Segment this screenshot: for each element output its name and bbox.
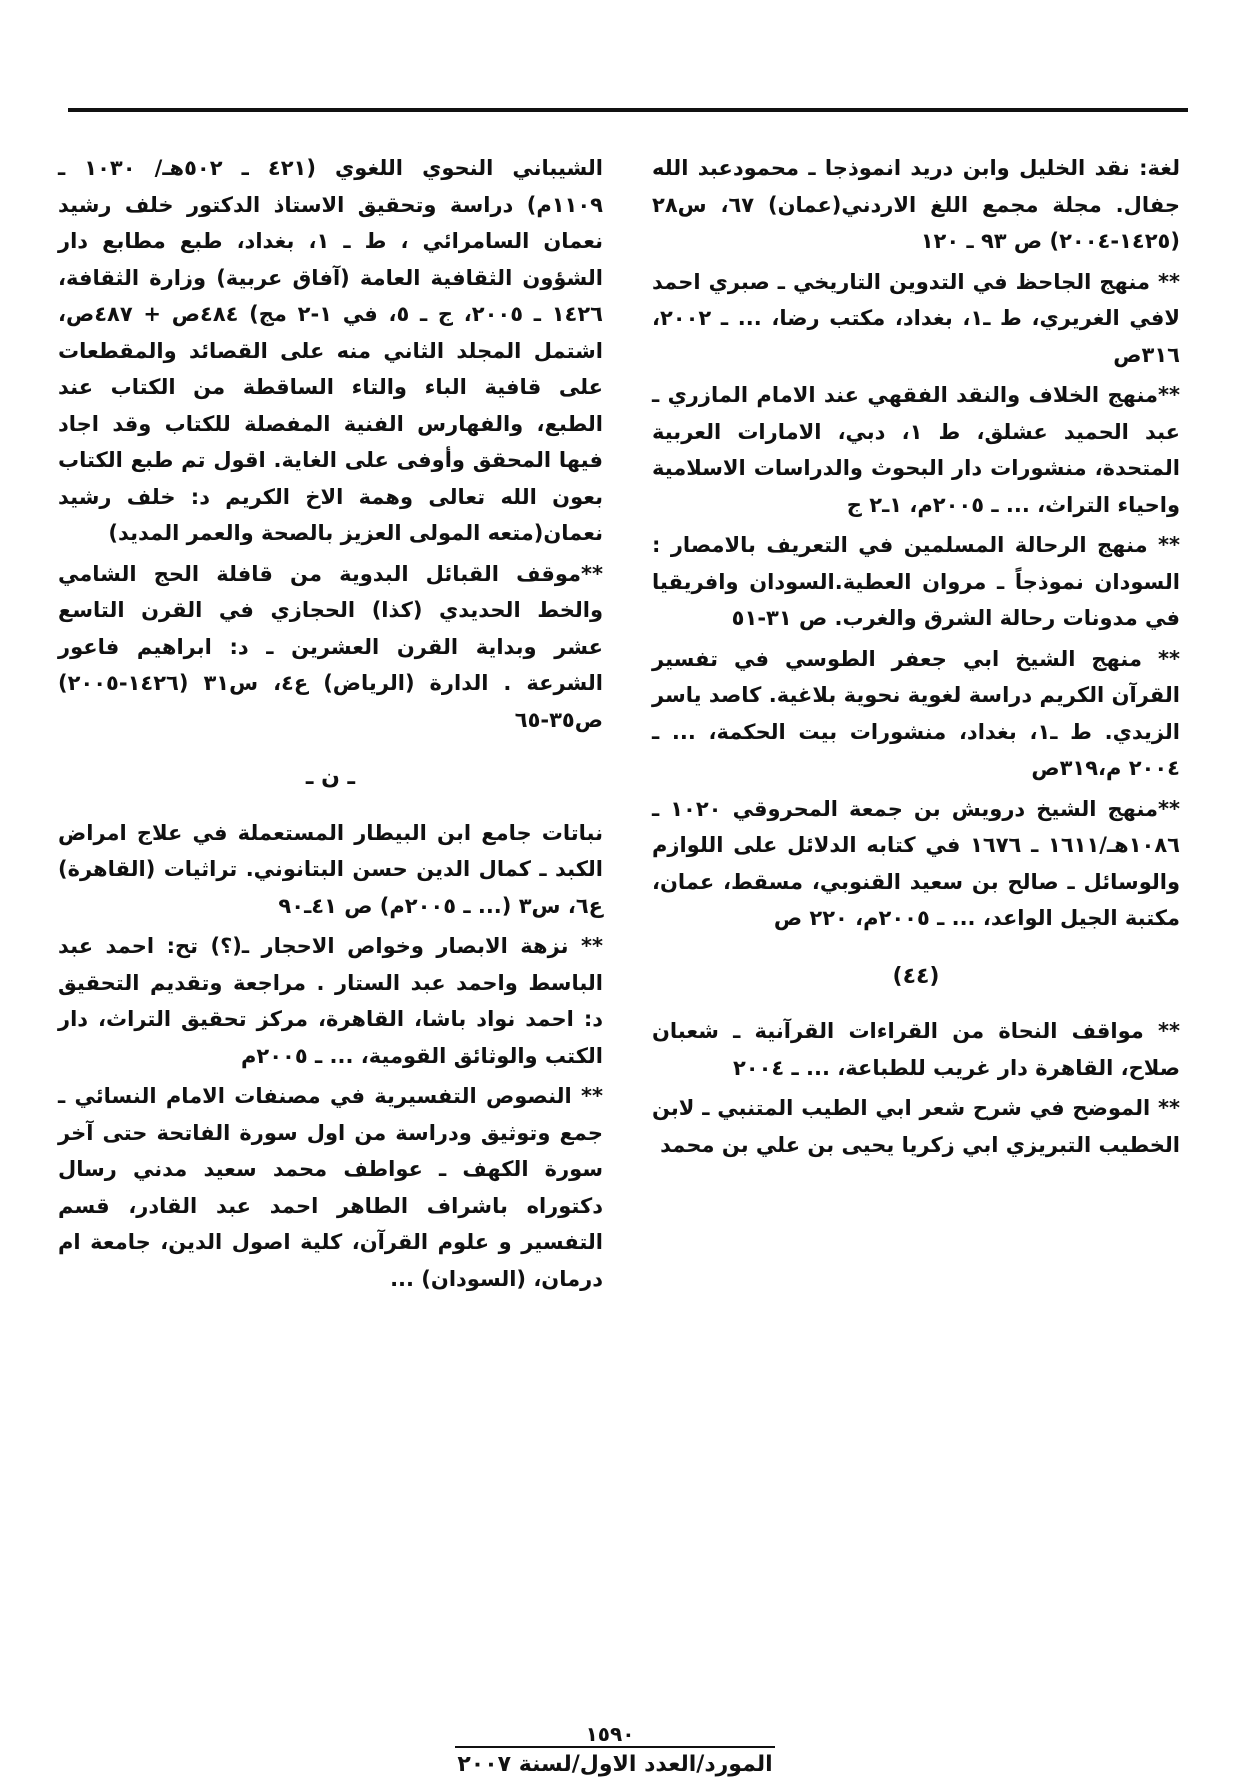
left-column — [58, 150, 603, 1301]
section-marker: (٤٤) — [892, 963, 940, 989]
bibliography-entry: **موقف القبائل البدوية من قافلة الحج الشامي والخط الحديدي (كذا) الحجازي في القرن التاسع عشر وبداية القرن العشرين ـ د: ابراهيم فاعور الشرعة . الدارة (الرياض) ع٤، س٣١ (١٤٢٦-٢٠٠٥) ص٣٥-٦٥ — [58, 561, 603, 732]
right-column — [652, 150, 1180, 1167]
journal-footer: المورد/العدد الاول/لسنة ٢٠٠٧ — [457, 1752, 773, 1777]
bibliography-entry: ** الموضح في شرح شعر ابي الطيب المتنبي ـ لابن الخطيب التبريزي ابي زكريا يحيى بن علي بن محمد — [652, 1096, 1180, 1157]
bibliography-entry: ** منهج الجاحظ في التدوين التاريخي ـ صبري احمد لافي الغريري، ط ـ١، بغداد، مكتب رضا، ... ـ ٢٠٠٢، ٣١٦ص — [652, 269, 1180, 367]
bibliography-entry: ** النصوص التفسيرية في مصنفات الامام النسائي ـ جمع وتوثيق ودراسة من اول سورة الفاتحة حتى آخر سورة الكهف ـ عواطف محمد سعيد مدني رسال دكتوراه باشراف الطاهر احمد عبد القادر، قسم التفسير و علوم القرآن، كلية اصول الدين، جامعة ام درمان، (السودان) ... — [58, 1084, 603, 1291]
bibliography-entry: الشيباني النحوي اللغوي (٤٢١ ـ ٥٠٢هـ/ ١٠٣٠ ـ ١١٠٩م) دراسة وتحقيق الاستاذ الدكتور خلف رشيد نعمان السامرائي ، ط ـ ١، بغداد، طبع مطابع دار الشؤون الثقافية العامة (آفاق عربية) وزارة الثقافة، ١٤٢٦ ـ ٢٠٠٥، ج ـ ٥، في ١-٢ مج) ٤٨٤ص + ٤٨٧ص، اشتمل المجلد الثاني منه على القصائد والمقطعات على قافية الباء والتاء الساقطة من الكتاب عند الطبع، والفهارس الفنية المفصلة للكتاب وقد اجاد فيها المحقق وأوفى على الغاية. اقول تم طبع الكتاب بعون الله تعالى وهمة الاخ الكريم د: خلف رشيد نعمان(متعه المولى العزيز بالصحة والعمر المديد) — [58, 156, 603, 545]
section-marker: ـ ن ـ — [305, 765, 356, 790]
bibliography-entry: ** مواقف النحاة من القراءات القرآنية ـ شعبان صلاح، القاهرة دار غريب للطباعة، ... ـ ٢٠٠٤ — [652, 1019, 1180, 1080]
bibliography-entry: نباتات جامع ابن البيطار المستعملة في علاج امراض الكبد ـ كمال الدين حسن البتانوني. تراثيات (القاهرة) ع٦، س٣ (... ـ ٢٠٠٥م) ص ٤١ـ٩٠ — [58, 820, 603, 918]
footer-rule — [455, 1746, 775, 1748]
page-number: ١٥٩٠ — [585, 1722, 635, 1746]
bibliography-entry: **منهج الشيخ درويش بن جمعة المحروقي ١٠٢٠ ـ ١٠٨٦هـ/١٦١١ ـ ١٦٧٦ في كتابه الدلائل على اللوازم والوسائل ـ صالح بن سعيد القنوبي، مسقط، عمان، مكتبة الجيل الواعد، ... ـ ٢٠٠٥م، ٢٢٠ ص — [652, 796, 1180, 930]
bibliography-entry: **منهج الخلاف والنقد الفقهي عند الامام المازري ـ عبد الحميد عشلق، ط ١، دبي، الامارات العربية المتحدة، منشورات دار البحوث والدراسات الاسلامية واحياء التراث، ... ـ ٢٠٠٥م، ١ـ٢ ج — [652, 383, 1180, 517]
bibliography-entry: لغة: نقد الخليل وابن دريد انموذجا ـ محمودعبد الله جفال. مجلة مجمع اللغ الاردني(عمان) ٦٧، س٢٨ (١٤٢٥-٢٠٠٤) ص ٩٣ ـ ١٢٠ — [652, 156, 1180, 253]
header-rule — [68, 108, 1188, 112]
bibliography-entry: ** منهج الرحالة المسلمين في التعريف بالامصار : السودان نموذجاً ـ مروان العطية.السودان وافريقيا في مدونات رحالة الشرق والغرب. ص ٣١-٥١ — [652, 533, 1180, 630]
bibliography-entry: ** نزهة الابصار وخواص الاحجار ـ(؟) تح: احمد عبد الباسط واحمد عبد الستار . مراجعة وتقديم التحقيق د: احمد نواد باشا، القاهرة، مركز تحقيق التراث، دار الكتب والوثائق القومية، ... ـ ٢٠٠٥م — [58, 934, 603, 1068]
bibliography-entry: ** منهج الشيخ ابي جعفر الطوسي في تفسير القرآن الكريم دراسة لغوية نحوية بلاغية. كاصد ياسر الزيدي. ط ـ١، بغداد، منشورات بيت الحكمة، ... ـ ٢٠٠٤ م،٣١٩ص — [652, 646, 1181, 780]
